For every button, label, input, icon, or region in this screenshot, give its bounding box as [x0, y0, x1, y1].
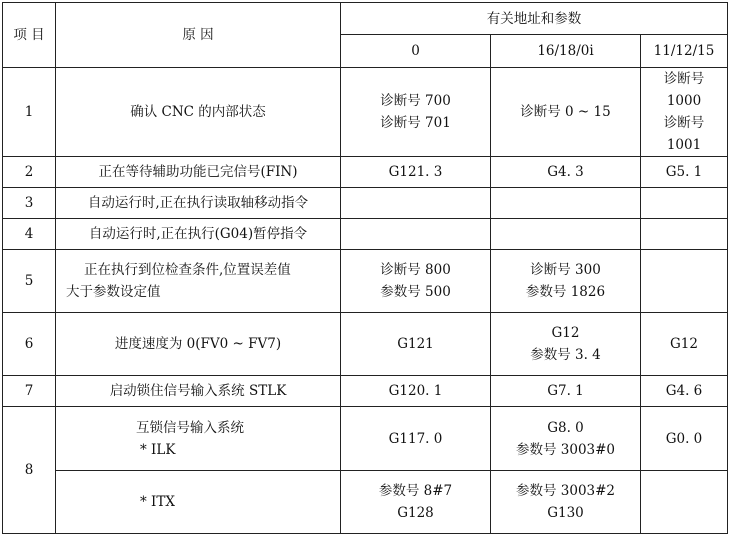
- table-row: [3, 407, 728, 471]
- cell-col-16-18-0i: [491, 188, 641, 219]
- cell-line: 诊断号 1000: [663, 71, 705, 109]
- cell-line: 诊断号 800: [380, 262, 451, 278]
- table-row: [3, 471, 728, 534]
- table-row: [3, 188, 728, 219]
- cell-col-16-18-0i: [491, 313, 641, 376]
- cell-line: 诊断号 300: [530, 262, 601, 278]
- row-number: 1: [3, 68, 56, 157]
- row-number: 5: [3, 250, 56, 313]
- cell-col-11-12-15: G0. 0: [641, 407, 728, 471]
- cell-col-16-18-0i: [491, 219, 641, 250]
- address-parameter-table: [2, 2, 728, 534]
- cell-col-0: [341, 250, 491, 313]
- table-row: [3, 313, 728, 376]
- cell-col-0: G121: [341, 313, 491, 376]
- cell-line: 诊断号 701: [380, 115, 451, 131]
- cell-col-11-12-15: G12: [641, 313, 728, 376]
- row-reason: [56, 407, 341, 471]
- reason-line: 互锁信号输入系统: [136, 419, 244, 436]
- cell-col-11-12-15: G5. 1: [641, 157, 728, 188]
- row-reason: 启动锁住信号输入系统 STLK: [56, 376, 341, 407]
- table-row: [3, 157, 728, 188]
- cell-line: 参数号 500: [380, 284, 451, 300]
- cell-col-11-12-15: [641, 250, 728, 313]
- header-reason: 原 因: [56, 3, 341, 68]
- cell-line: G8. 0: [547, 419, 584, 436]
- row-number: 2: [3, 157, 56, 188]
- cell-line: G130: [547, 505, 584, 521]
- header-col-16-18-0i: 16/18/0i: [491, 35, 641, 68]
- header-item: 项 目: [3, 3, 56, 68]
- reason-line: 正在执行到位检查条件,位置误差值: [84, 262, 291, 278]
- header-col-0: 0: [341, 35, 491, 68]
- cell-line: 诊断号 700: [380, 93, 451, 109]
- header-col-11-12-15: 11/12/15: [641, 35, 728, 68]
- row-reason: 确认 CNC 的内部状态: [56, 68, 341, 157]
- cell-line: 参数号 1826: [525, 284, 606, 300]
- table-row: [3, 68, 728, 157]
- cell-col-11-12-15: G4. 6: [641, 376, 728, 407]
- cell-col-0: G117. 0: [341, 407, 491, 471]
- row-reason: 自动运行时,正在执行读取轴移动指令: [56, 188, 341, 219]
- cell-col-11-12-15: [641, 219, 728, 250]
- cell-col-0: G120. 1: [341, 376, 491, 407]
- cell-line: 诊断号 1001: [663, 115, 705, 153]
- reason-line: * ILK: [140, 441, 176, 458]
- cell-col-0: [341, 68, 491, 157]
- cell-col-16-18-0i: G7. 1: [491, 376, 641, 407]
- cell-col-0: [341, 188, 491, 219]
- row-reason: 进度速度为 0(FV0 ~ FV7): [56, 313, 341, 376]
- table-row: [3, 219, 728, 250]
- header-related: 有关地址和参数: [341, 3, 728, 35]
- cell-col-0: G121. 3: [341, 157, 491, 188]
- row-number: 8: [3, 407, 56, 534]
- cell-col-11-12-15: [641, 471, 728, 534]
- cell-line: 参数号 3003#2: [515, 483, 616, 499]
- row-number: 4: [3, 219, 56, 250]
- row-number: 3: [3, 188, 56, 219]
- cell-col-16-18-0i: [491, 407, 641, 471]
- row-number: 7: [3, 376, 56, 407]
- cell-col-16-18-0i: 诊断号 0 ~ 15: [491, 68, 641, 157]
- row-reason: 自动运行时,正在执行(G04)暂停指令: [56, 219, 341, 250]
- table-row: [3, 376, 728, 407]
- cell-col-16-18-0i: G4. 3: [491, 157, 641, 188]
- reason-line: 大于参数设定值: [66, 284, 161, 300]
- cell-line: 参数号 8#7: [378, 483, 453, 499]
- cell-col-16-18-0i: [491, 471, 641, 534]
- cell-col-11-12-15: [641, 68, 728, 157]
- cell-col-0: [341, 219, 491, 250]
- cell-line: G12: [551, 325, 580, 341]
- cell-line: 参数号 3003#0: [515, 441, 616, 458]
- row-reason: 正在等待辅助功能已完信号(FIN): [56, 157, 341, 188]
- table-row: [3, 250, 728, 313]
- row-number: 6: [3, 313, 56, 376]
- cell-line: G128: [397, 505, 434, 521]
- cell-col-11-12-15: [641, 188, 728, 219]
- row-reason: [56, 250, 341, 313]
- cell-line: 参数号 3. 4: [530, 347, 601, 363]
- row-reason: * ITX: [56, 471, 341, 534]
- cell-col-0: [341, 471, 491, 534]
- cell-col-16-18-0i: [491, 250, 641, 313]
